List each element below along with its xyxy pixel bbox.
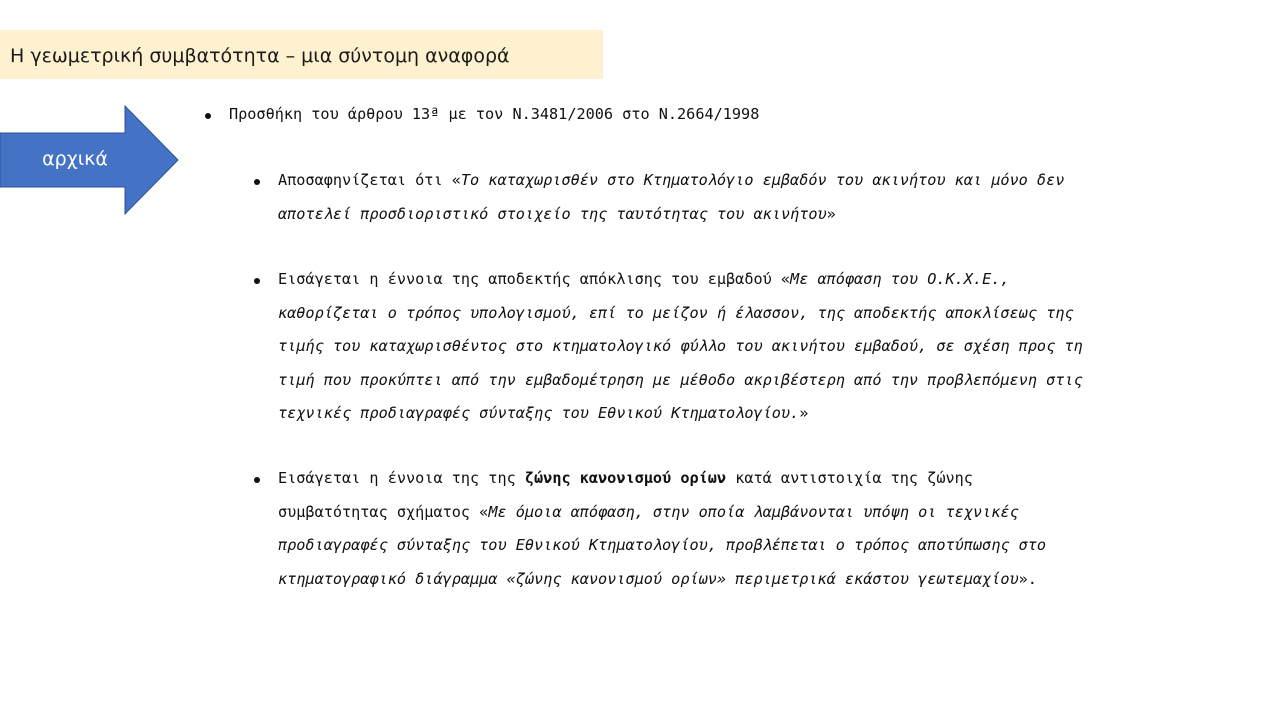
text-segment: Εισάγεται η έννοια της αποδεκτής απόκλισης του εμβαδού « [278, 270, 791, 288]
sub-bullet-line [278, 503, 1019, 521]
text-segment: Με απόφαση του Ο.Κ.Χ.Ε., [790, 270, 1010, 288]
text-segment: Με όμοια απόφαση, στην οποία λαμβάνονται υπόψη οι τεχνικές [488, 502, 1019, 521]
text-segment: Το καταχωρισθέν στο Κτηματολόγιο εμβαδόν του ακινήτου και μόνο δεν [460, 171, 1065, 189]
sub-bullet-line [278, 469, 973, 487]
main-bullet-text: Προσθήκη του άρθρου 13ª με τον Ν.3481/2006 στο Ν.2664/1998 [229, 105, 760, 123]
bullet-dot [254, 477, 260, 483]
text-segment: » [826, 204, 836, 223]
text-segment: ». [1018, 569, 1037, 588]
text-segment: » [799, 404, 809, 422]
sub-bullet-line [278, 270, 1010, 288]
text-segment: κτηματογραφικό διάγραμμα «ζώνης κανονισμού ορίων» περιμετρικά εκάστου γεωτεμαχίου [278, 569, 1019, 588]
text-segment: Εισάγεται η έννοια της της [278, 469, 525, 487]
text-segment: συμβατότητας σχήματος « [278, 502, 489, 521]
sub-bullet-line [278, 404, 808, 422]
text-segment: καθορίζεται ο τρόπος υπολογισμού, επί το μείζον ή έλασσον, της αποδεκτής αποκλίσεως της [278, 303, 1074, 322]
text-segment: τιμή που προκύπτει από την εμβαδομέτρηση με μέθοδο ακριβέστερη από την προβλεπόμενη στις [278, 370, 1083, 389]
text-segment: τεχνικές προδιαγραφές σύνταξης του Εθνικού Κτηματολογίου. [278, 404, 800, 422]
sub-bullet-line [278, 304, 1074, 322]
text-segment: κατά αντιστοιχία της ζώνης [726, 469, 973, 487]
title-box [0, 30, 603, 79]
text-segment: προδιαγραφές σύνταξης του Εθνικού Κτηματολογίου, προβλέπεται ο τρόπος αποτύπωσης στο [278, 536, 1047, 554]
sub-bullet-line [278, 570, 1037, 588]
slide-title: Η γεωμετρική συμβατότητα – μια σύντομη αναφορά [10, 45, 510, 67]
arrow-label: αρχικά [42, 148, 108, 170]
sub-bullet-line [278, 371, 1083, 389]
sub-bullet-line [278, 205, 836, 223]
bullet-dot [205, 113, 211, 119]
text-segment: Αποσαφηνίζεται ότι « [278, 171, 461, 189]
text-segment: τιμής του καταχωρισθέντος στο κτηματολογικό φύλλο του ακινήτου εμβαδού, σε σχέση προς τη [278, 337, 1083, 355]
bullet-dot [254, 278, 260, 284]
text-segment: αποτελεί προσδιοριστικό στοιχείο της ταυτότητας του ακινήτου [278, 204, 827, 223]
sub-bullet-line [278, 171, 1064, 189]
bullet-dot [254, 179, 260, 185]
sub-bullet-line [278, 536, 1046, 554]
sub-bullet-line [278, 337, 1083, 355]
text-segment: ζώνης κανονισμού ορίων [524, 469, 727, 487]
